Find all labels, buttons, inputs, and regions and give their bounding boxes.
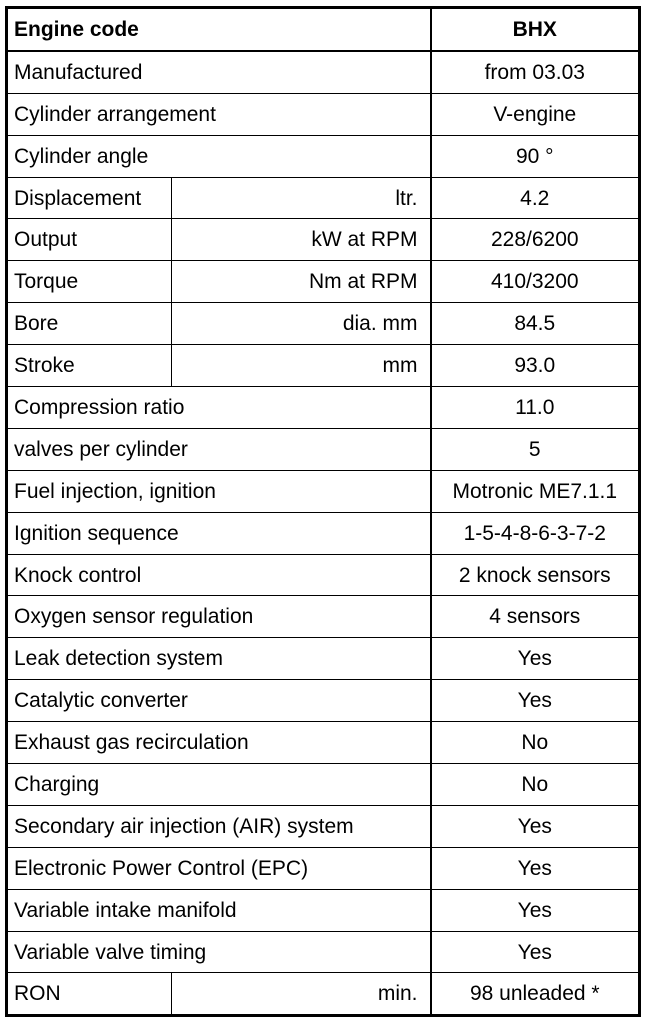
- table-header-row: [7, 8, 640, 51]
- table-row: [7, 805, 640, 847]
- row-unit: Nm at RPM: [172, 261, 431, 303]
- row-value: 228/6200: [431, 219, 640, 261]
- row-value: 1-5-4-8-6-3-7-2: [431, 512, 640, 554]
- row-label: Variable intake manifold: [7, 889, 431, 931]
- row-label: valves per cylinder: [7, 428, 431, 470]
- header-value: BHX: [431, 8, 640, 51]
- row-value: from 03.03: [431, 51, 640, 93]
- table-row: [7, 428, 640, 470]
- row-label: Oxygen sensor regulation: [7, 596, 431, 638]
- row-label: Leak detection system: [7, 638, 431, 680]
- row-label: RON: [7, 973, 172, 1016]
- table-row: [7, 219, 640, 261]
- row-label: Cylinder angle: [7, 135, 431, 177]
- engine-spec-table-body: [7, 8, 640, 1016]
- table-row: [7, 177, 640, 219]
- engine-spec-table: [5, 6, 641, 1017]
- row-label: Variable valve timing: [7, 931, 431, 973]
- row-label: Compression ratio: [7, 387, 431, 429]
- row-value: 410/3200: [431, 261, 640, 303]
- row-label: Manufactured: [7, 51, 431, 93]
- row-unit: dia. mm: [172, 303, 431, 345]
- table-row: [7, 261, 640, 303]
- table-row: [7, 554, 640, 596]
- row-label: Cylinder arrangement: [7, 93, 431, 135]
- row-label: Torque: [7, 261, 172, 303]
- row-label: Bore: [7, 303, 172, 345]
- row-unit: ltr.: [172, 177, 431, 219]
- row-value: No: [431, 764, 640, 806]
- row-label: Ignition sequence: [7, 512, 431, 554]
- row-value: Yes: [431, 931, 640, 973]
- table-row: [7, 680, 640, 722]
- row-label: Knock control: [7, 554, 431, 596]
- row-value: No: [431, 722, 640, 764]
- table-row: [7, 973, 640, 1016]
- row-value: 98 unleaded *: [431, 973, 640, 1016]
- row-unit: min.: [172, 973, 431, 1016]
- row-label: Charging: [7, 764, 431, 806]
- table-row: [7, 303, 640, 345]
- table-row: [7, 387, 640, 429]
- row-label: Exhaust gas recirculation: [7, 722, 431, 764]
- table-row: [7, 345, 640, 387]
- row-label: Catalytic converter: [7, 680, 431, 722]
- table-row: [7, 722, 640, 764]
- row-value: 93.0: [431, 345, 640, 387]
- row-label: Secondary air injection (AIR) system: [7, 805, 431, 847]
- table-row: [7, 596, 640, 638]
- row-label: Output: [7, 219, 172, 261]
- table-row: [7, 638, 640, 680]
- row-value: 4.2: [431, 177, 640, 219]
- row-value: 90 °: [431, 135, 640, 177]
- table-row: [7, 93, 640, 135]
- row-value: Motronic ME7.1.1: [431, 470, 640, 512]
- row-value: 11.0: [431, 387, 640, 429]
- table-row: [7, 931, 640, 973]
- row-value: 5: [431, 428, 640, 470]
- table-row: [7, 135, 640, 177]
- header-label: Engine code: [7, 8, 431, 51]
- table-row: [7, 512, 640, 554]
- row-label: Electronic Power Control (EPC): [7, 847, 431, 889]
- row-value: 2 knock sensors: [431, 554, 640, 596]
- row-value: Yes: [431, 805, 640, 847]
- table-row: [7, 764, 640, 806]
- row-value: 4 sensors: [431, 596, 640, 638]
- table-row: [7, 470, 640, 512]
- row-value: Yes: [431, 847, 640, 889]
- row-value: Yes: [431, 889, 640, 931]
- table-row: [7, 51, 640, 93]
- row-unit: kW at RPM: [172, 219, 431, 261]
- row-value: V-engine: [431, 93, 640, 135]
- table-row: [7, 847, 640, 889]
- row-value: Yes: [431, 680, 640, 722]
- row-label: Fuel injection, ignition: [7, 470, 431, 512]
- row-value: 84.5: [431, 303, 640, 345]
- row-value: Yes: [431, 638, 640, 680]
- row-label: Displacement: [7, 177, 172, 219]
- table-row: [7, 889, 640, 931]
- row-label: Stroke: [7, 345, 172, 387]
- row-unit: mm: [172, 345, 431, 387]
